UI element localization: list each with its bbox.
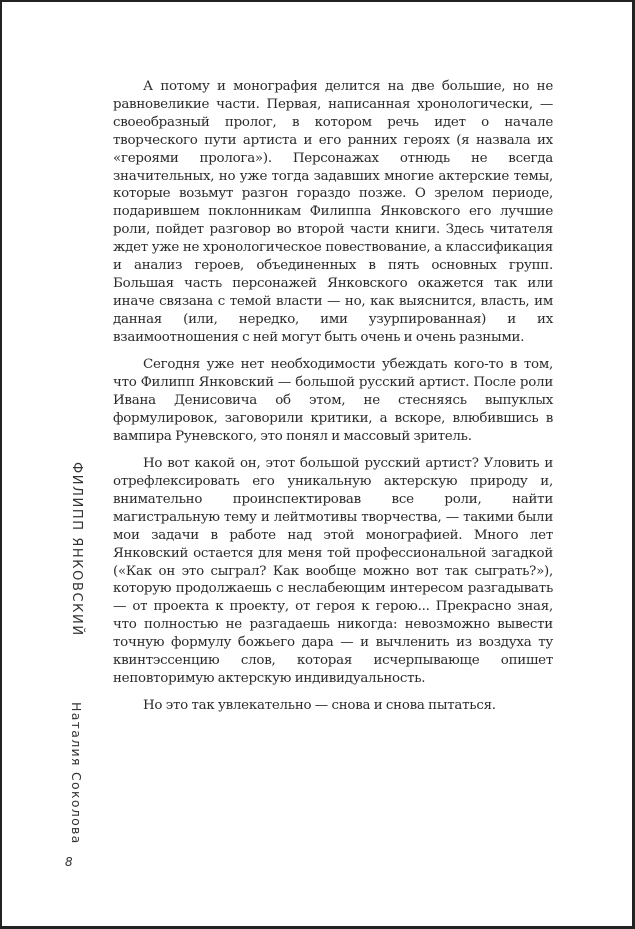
paragraph: Но вот какой он, этот большой русский артист? Уловить и отрефлексировать его уникальную актерскую природу и, внимательно проинспектировав все роли, найти магистральную тему и лейтмотивы творчества, — такими были мои задачи в работе над этой монографией. Много лет Янковский остается для меня той профессиональной загадкой («Как он это сыграл? Как вообще можно вот так сыграть?»), которую продолжаешь с неслабеющим интересом разгадывать — от проекта к проекту, от героя к герою... Прекрасно зная, что полностью не разгадаешь никогда: невозможно вывести точную формулу божьего дара — и вычленить из воздуха ту квинтэссенцию слов, которая исчерпывающе опишет неповторимую актерскую индивидуальность. [113,456,553,686]
running-author-name: Наталия Соколова [69,702,84,845]
running-book-title: ФИЛИПП ЯНКОВСКИЙ [69,462,84,637]
paragraph: Сегодня уже нет необходимости убеждать кого-то в том, что Филипп Янковский — большой русский артист. После роли Ивана Денисовича об этом, не стесняясь выпуклых формулировок, заговорили критики, а вскоре, влюбившись в вампира Руневского, это понял и массовый зритель. [113,357,553,444]
paragraph: Но это так увлекательно — снова и снова пытаться. [143,698,496,714]
body-text [113,78,553,725]
book-page [2,2,632,926]
paragraph: А потому и монография делится на две большие, но не равновеликие части. Первая, написанная хронологически, — своеобразный пролог, в котором речь идет о начале творческого пути артиста и его ранних героях (я назвала их «героями пролога»). Персонажах отнюдь не всегда значительных, но уже тогда задавших многие актерские темы, которые возьмут разгон гораздо позже. О зрелом периоде, подарившем поклонникам Филиппа Янковского его лучшие роли, пойдет разговор во второй части книги. Здесь читателя ждет уже не хронологическое повествование, а классификация и анализ героев, объединенных в пять основных групп. Большая часть персонажей Янковского окажется так или иначе связана с темой власти — но, как выяснится, власть, им данная (или, нередко, ими узурпированная) и их взаимоотношения с ней могут быть очень и очень разными. [113,79,553,345]
page-number: 8 [65,855,73,869]
